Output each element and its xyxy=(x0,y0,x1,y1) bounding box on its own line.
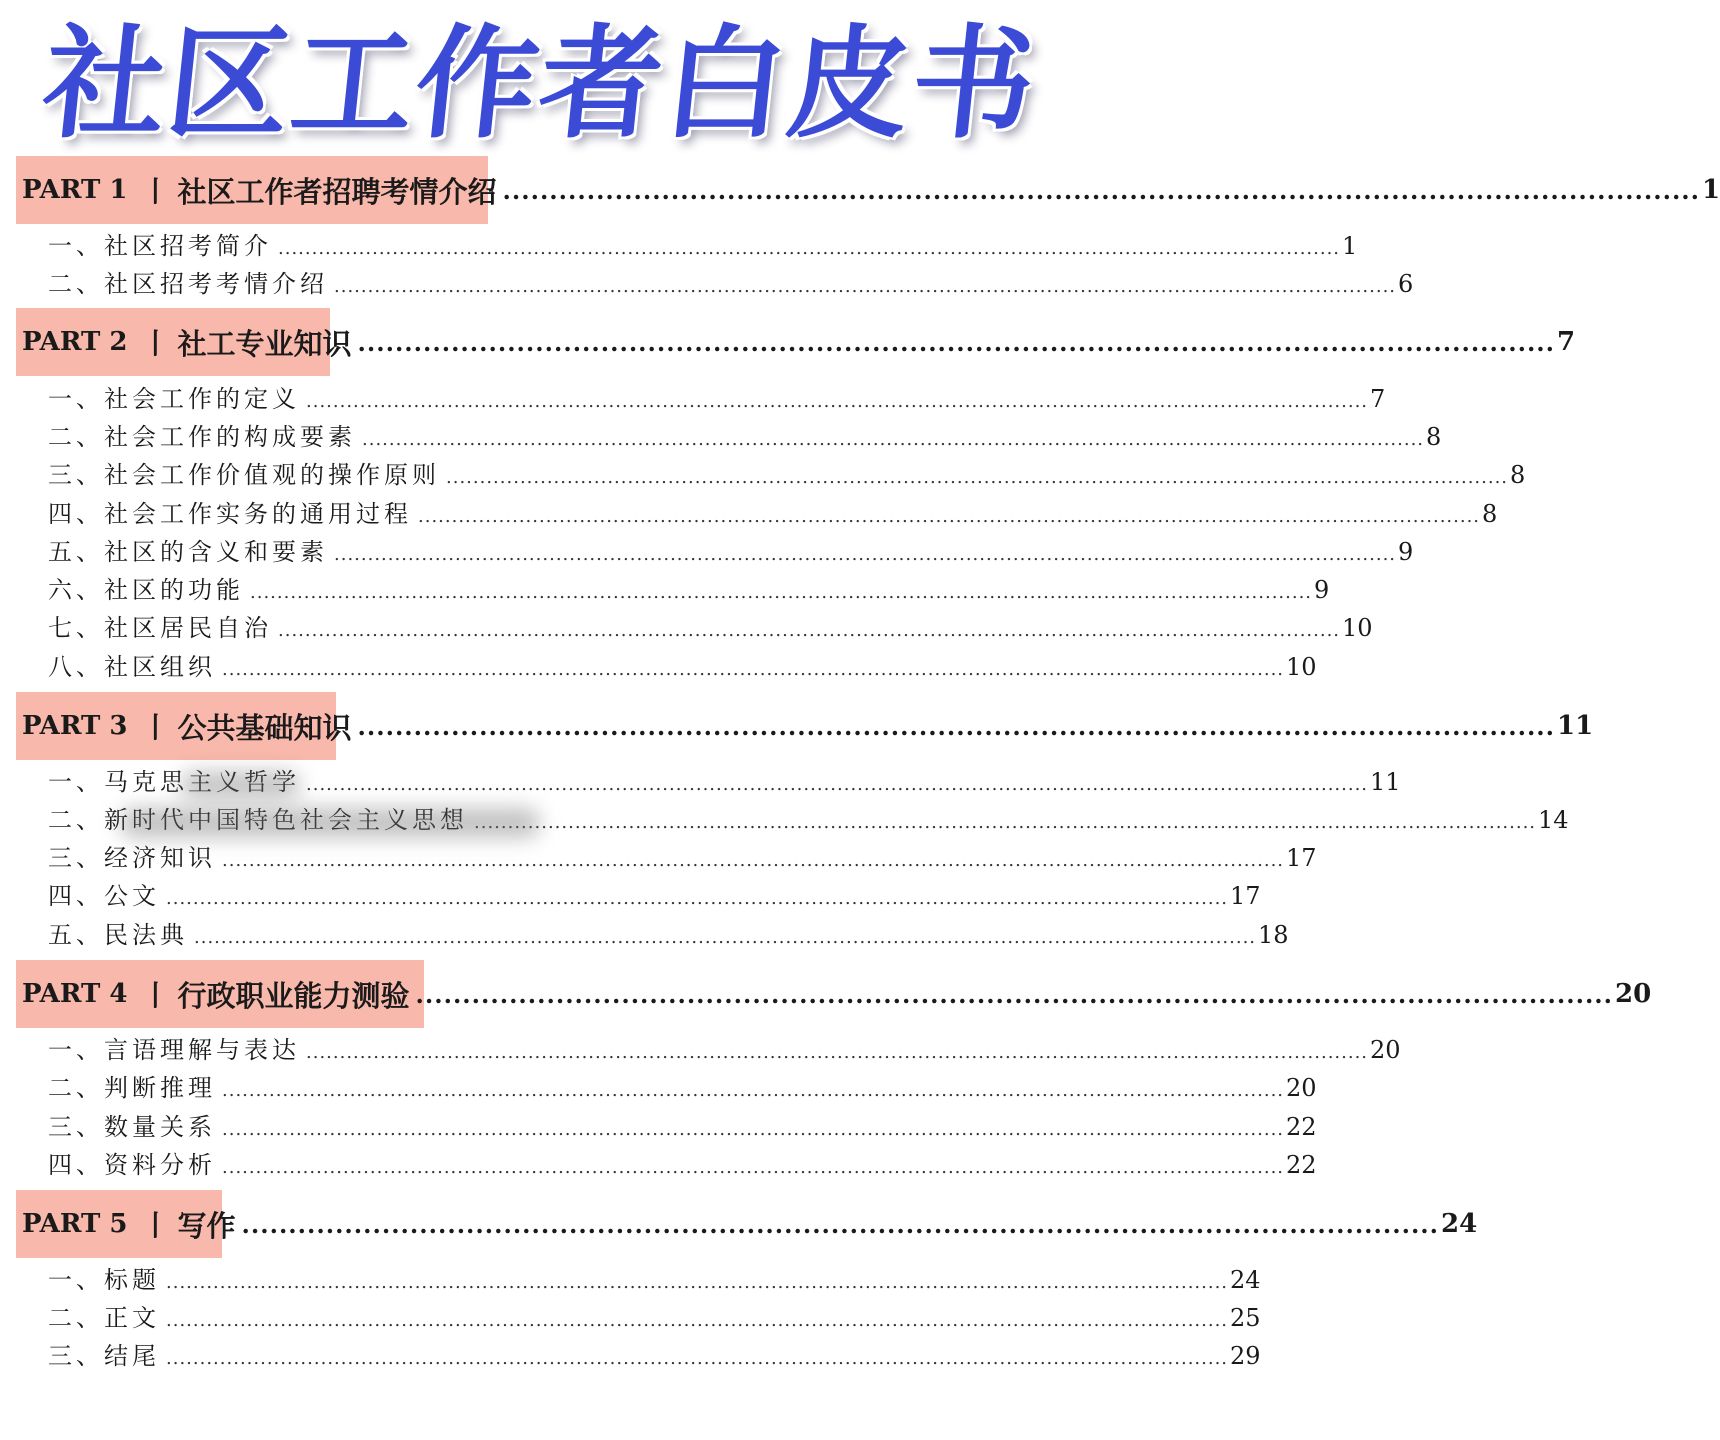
item-page-number: 20 xyxy=(1286,1074,1317,1102)
item-label: 四、公文 xyxy=(48,882,160,910)
dot-leader: ................................................................................................................................ xyxy=(357,711,1556,741)
dot-leader: .............................................................................................................................................................. xyxy=(306,391,1369,412)
dot-leader: ................................................................................................................................ xyxy=(415,979,1614,1009)
item-label: 一、社区招考简介 xyxy=(48,232,272,260)
part-title: 公共基础知识 xyxy=(177,710,352,745)
toc-part-4[interactable] xyxy=(22,964,1652,1024)
item-page-number: 24 xyxy=(1230,1266,1261,1294)
part-number: PART 5 xyxy=(22,1209,128,1239)
dot-leader: .............................................................................................................................................................. xyxy=(418,506,1481,527)
dot-leader: .............................................................................................................................................................. xyxy=(306,774,1369,795)
item-page-number: 9 xyxy=(1398,538,1414,566)
part-separator: 丨 xyxy=(141,1209,170,1242)
item-page-number: 20 xyxy=(1370,1036,1401,1064)
toc-part-3[interactable] xyxy=(22,696,1594,756)
item-page-number: 10 xyxy=(1286,653,1317,681)
toc-item[interactable] xyxy=(48,1145,1317,1183)
dot-leader: .............................................................................................................................................................. xyxy=(250,582,1313,603)
item-label: 八、社区组织 xyxy=(48,653,216,681)
item-label: 一、马克思主义哲学 xyxy=(48,768,300,796)
item-page-number: 29 xyxy=(1230,1342,1261,1370)
item-label: 三、结尾 xyxy=(48,1342,160,1370)
item-label: 三、社会工作价值观的操作原则 xyxy=(48,461,440,489)
item-label: 三、经济知识 xyxy=(48,844,216,872)
dot-leader: .............................................................................................................................................................. xyxy=(278,620,1341,641)
toc-part-2[interactable] xyxy=(22,312,1576,372)
toc-item[interactable] xyxy=(48,915,1289,953)
dot-leader: ................................................................................................................................ xyxy=(357,327,1556,357)
part-title: 社工专业知识 xyxy=(177,326,352,361)
dot-leader: .............................................................................................................................................................. xyxy=(306,1042,1369,1063)
toc-item[interactable] xyxy=(48,570,1330,608)
item-page-number: 17 xyxy=(1286,844,1317,872)
item-label: 四、社会工作实务的通用过程 xyxy=(48,500,412,528)
part-separator: 丨 xyxy=(141,175,170,208)
page-title: 社区工作者白皮书 xyxy=(36,13,1044,155)
dot-leader: .............................................................................................................................................................. xyxy=(222,850,1285,871)
toc-item[interactable] xyxy=(48,532,1414,570)
part-number: PART 2 xyxy=(22,327,128,357)
part-page-number: 7 xyxy=(1557,327,1576,357)
dot-leader: .............................................................................................................................................................. xyxy=(334,276,1397,297)
item-page-number: 7 xyxy=(1370,385,1386,413)
item-page-number: 10 xyxy=(1342,614,1373,642)
toc-item[interactable] xyxy=(48,1107,1317,1145)
toc-item[interactable] xyxy=(48,838,1317,876)
part-separator: 丨 xyxy=(141,979,170,1012)
blur-patch xyxy=(180,772,300,798)
toc-item[interactable] xyxy=(48,1336,1261,1374)
part-page-number: 20 xyxy=(1615,979,1652,1009)
item-page-number: 11 xyxy=(1370,768,1401,796)
item-page-number: 6 xyxy=(1398,270,1414,298)
dot-leader: .............................................................................................................................................................. xyxy=(362,429,1425,450)
item-page-number: 22 xyxy=(1286,1113,1317,1141)
part-separator: 丨 xyxy=(141,327,170,360)
dot-leader: ................................................................................................................................ xyxy=(241,1209,1440,1239)
item-label: 一、言语理解与表达 xyxy=(48,1036,300,1064)
toc-item[interactable] xyxy=(48,494,1498,532)
toc-item[interactable] xyxy=(48,1260,1261,1298)
item-label: 二、新时代中国特色社会主义思想 xyxy=(48,806,468,834)
item-label: 一、社会工作的定义 xyxy=(48,385,300,413)
part-number: PART 3 xyxy=(22,711,128,741)
part-title: 写作 xyxy=(177,1208,236,1243)
item-label: 六、社区的功能 xyxy=(48,576,244,604)
item-page-number: 8 xyxy=(1510,461,1526,489)
part-title: 社区工作者招聘考情介绍 xyxy=(177,174,497,209)
part-page-number: 11 xyxy=(1557,711,1594,741)
dot-leader: .............................................................................................................................................................. xyxy=(166,1272,1229,1293)
toc-item[interactable] xyxy=(48,226,1358,264)
item-page-number: 9 xyxy=(1314,576,1330,604)
item-label: 二、社区招考考情介绍 xyxy=(48,270,328,298)
dot-leader: .............................................................................................................................................................. xyxy=(222,1119,1285,1140)
part-separator: 丨 xyxy=(141,711,170,744)
dot-leader: .............................................................................................................................................................. xyxy=(222,1157,1285,1178)
toc-part-5[interactable] xyxy=(22,1194,1478,1254)
item-label: 五、社区的含义和要素 xyxy=(48,538,328,566)
dot-leader: ................................................................................................................................ xyxy=(502,175,1701,205)
item-label: 五、民法典 xyxy=(48,921,188,949)
item-label: 七、社区居民自治 xyxy=(48,614,272,642)
toc-item[interactable] xyxy=(48,1298,1261,1336)
toc-item[interactable] xyxy=(48,264,1414,302)
toc-item[interactable] xyxy=(48,608,1373,646)
toc-item[interactable] xyxy=(48,647,1317,685)
dot-leader: .............................................................................................................................................................. xyxy=(278,238,1341,259)
item-page-number: 1 xyxy=(1342,232,1358,260)
dot-leader: .............................................................................................................................................................. xyxy=(166,1310,1229,1331)
item-page-number: 8 xyxy=(1426,423,1442,451)
dot-leader: .............................................................................................................................................................. xyxy=(446,467,1509,488)
toc-item[interactable] xyxy=(48,1030,1401,1068)
dot-leader: .............................................................................................................................................................. xyxy=(222,1080,1285,1101)
item-page-number: 14 xyxy=(1538,806,1569,834)
part-title: 行政职业能力测验 xyxy=(177,978,410,1013)
item-label: 二、正文 xyxy=(48,1304,160,1332)
item-label: 二、判断推理 xyxy=(48,1074,216,1102)
toc-item[interactable] xyxy=(48,876,1261,914)
dot-leader: .............................................................................................................................................................. xyxy=(334,544,1397,565)
item-label: 二、社会工作的构成要素 xyxy=(48,423,356,451)
toc-item[interactable] xyxy=(48,1068,1317,1106)
dot-leader: .............................................................................................................................................................. xyxy=(474,812,1537,833)
toc-item[interactable] xyxy=(48,455,1526,493)
part-page-number: 1 xyxy=(1702,175,1720,205)
dot-leader: .............................................................................................................................................................. xyxy=(166,888,1229,909)
item-label: 三、数量关系 xyxy=(48,1113,216,1141)
dot-leader: .............................................................................................................................................................. xyxy=(194,927,1257,948)
part-number: PART 1 xyxy=(22,175,128,205)
dot-leader: .............................................................................................................................................................. xyxy=(222,659,1285,680)
dot-leader: .............................................................................................................................................................. xyxy=(166,1348,1229,1369)
item-page-number: 18 xyxy=(1258,921,1289,949)
item-page-number: 8 xyxy=(1482,500,1498,528)
part-number: PART 4 xyxy=(22,979,128,1009)
item-page-number: 22 xyxy=(1286,1151,1317,1179)
toc-item[interactable] xyxy=(48,417,1442,455)
item-label: 一、标题 xyxy=(48,1266,160,1294)
item-page-number: 25 xyxy=(1230,1304,1261,1332)
toc-part-1[interactable] xyxy=(22,160,1720,220)
item-label: 四、资料分析 xyxy=(48,1151,216,1179)
toc-item[interactable] xyxy=(48,379,1386,417)
blur-patch xyxy=(120,808,540,838)
item-page-number: 17 xyxy=(1230,882,1261,910)
part-page-number: 24 xyxy=(1441,1209,1478,1239)
